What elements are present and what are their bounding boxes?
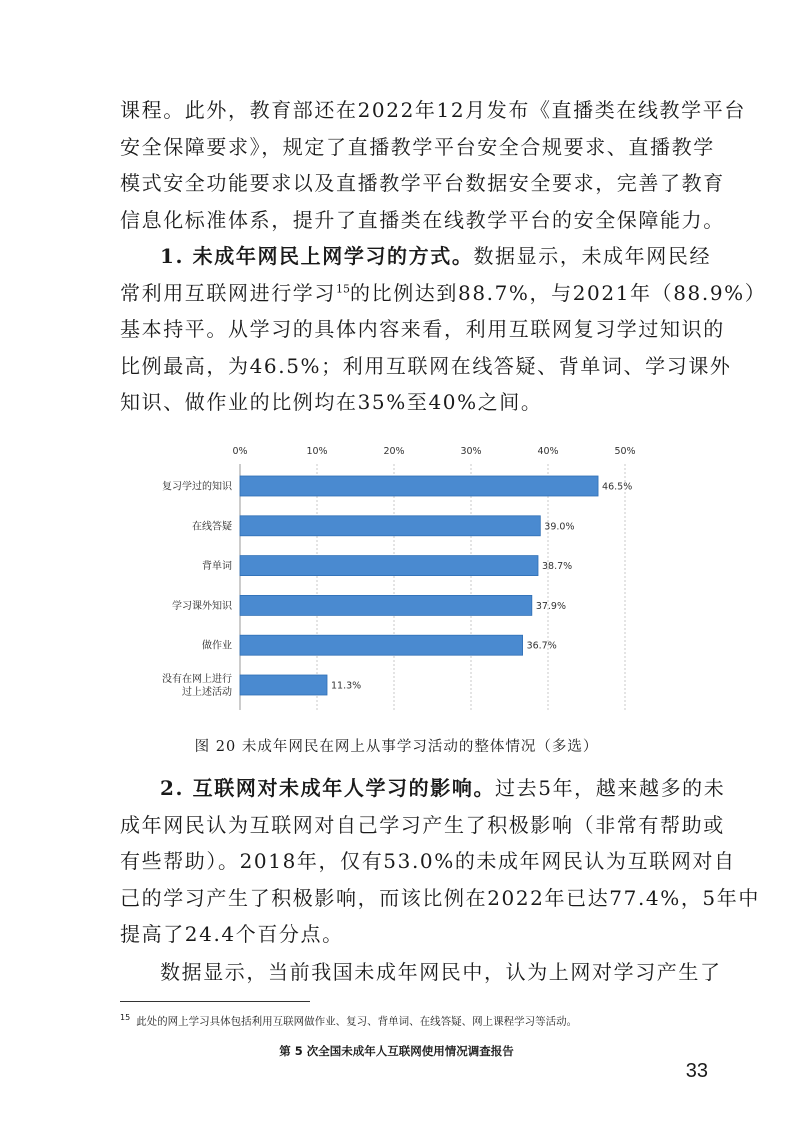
paragraph-line	[120, 275, 767, 312]
category-label: 背单词	[202, 561, 232, 573]
footnote-divider	[120, 1001, 310, 1002]
paragraph-text: 过去5年，越来越多的未	[495, 776, 726, 800]
paragraph-line: 信息化标准体系，提升了直播类在线教学平台的安全保障能力。	[120, 207, 725, 232]
tick-label: 50%	[614, 446, 636, 457]
paragraph-3	[120, 770, 760, 953]
paragraph-2	[120, 238, 767, 421]
data-label: 46.5%	[602, 481, 633, 493]
data-label: 36.7%	[526, 640, 557, 652]
tick-label: 40%	[537, 446, 559, 457]
bar	[240, 595, 532, 615]
paragraph-line: 基本持平。从学习的具体内容来看，利用互联网复习学过知识的	[120, 317, 725, 341]
tick-label: 20%	[383, 446, 405, 457]
paragraph-line: 知识、做作业的比例均在35%至40%之间。	[120, 390, 543, 414]
category-label: 做作业	[202, 640, 232, 652]
data-label: 37.9%	[535, 600, 567, 612]
footnote-number: 15	[120, 1013, 131, 1022]
paragraph-line: 提高了24.4个百分点。	[120, 922, 344, 946]
figure-caption: 图 20 未成年网民在网上从事学习活动的整体情况（多选）	[194, 739, 599, 755]
category-label: 过上述活动	[182, 687, 232, 698]
data-label: 39.0%	[544, 521, 575, 533]
bar	[240, 635, 523, 655]
paragraph-line: 安全保障要求》，规定了直播教学平台安全合规要求、直播教学	[120, 134, 715, 159]
paragraph-text: 数据显示，未成年网民经	[473, 244, 712, 268]
tick-label: 30%	[460, 446, 482, 457]
paragraph-line: 课程。此外，教育部还在2022年12月发布《直播类在线教学平台	[120, 98, 746, 122]
section-heading: 2. 互联网对未成年人学习的影响。	[160, 776, 496, 800]
data-label: 38.7%	[541, 561, 573, 573]
paragraph-line: 己的学习产生了积极影响，而该比例在2022年已达77.4%，5年中	[120, 885, 760, 910]
category-label: 没有在网上进行	[162, 674, 232, 685]
bar	[240, 675, 327, 695]
footnote	[120, 1011, 680, 1029]
category-label: 学习课外知识	[172, 600, 232, 612]
paragraph-line	[120, 238, 712, 275]
paragraph-4	[120, 954, 722, 991]
paragraph-text: 的比例达到88.7%，与2021年（88.9%）	[350, 280, 767, 305]
page-number: 33	[685, 1060, 708, 1082]
paragraph-line: 数据显示，当前我国未成年网民中，认为上网对学习产生了	[160, 960, 722, 984]
paragraph-line: 比例最高，为46.5%；利用互联网在线答疑、背单词、学习课外	[120, 353, 732, 378]
report-title-footer: 第 5 次全国未成年人互联网使用情况调查报告	[279, 1044, 514, 1058]
paragraph-line	[120, 770, 726, 807]
footnote-reference[interactable]: 15	[336, 281, 350, 295]
bar	[240, 516, 540, 536]
paragraph-line: 成年网民认为互联网对自己学习产生了积极影响（非常有帮助或	[120, 812, 725, 837]
paragraph-line: 有些帮助）。2018年，仅有53.0%的未成年网民认为互联网对自	[120, 849, 736, 873]
category-label: 在线答疑	[192, 521, 232, 533]
paragraph-text: 常利用互联网进行学习	[120, 280, 336, 305]
paragraph-1	[120, 92, 746, 238]
bar-chart	[120, 440, 680, 720]
section-heading: 1. 未成年网民上网学习的方式。	[160, 244, 474, 268]
data-label: 11.3%	[331, 680, 362, 692]
bar	[240, 476, 598, 496]
bar	[240, 556, 538, 576]
footnote-text: 此处的网上学习具体包括利用互联网做作业、复习、背单词、在线答疑、网上课程学习等活动。	[136, 1015, 578, 1028]
tick-label: 0%	[232, 446, 248, 457]
paragraph-line: 模式安全功能要求以及直播教学平台数据安全要求，完善了教育	[120, 171, 725, 195]
category-label: 复习学过的知识	[162, 481, 232, 493]
tick-label: 10%	[306, 446, 328, 457]
